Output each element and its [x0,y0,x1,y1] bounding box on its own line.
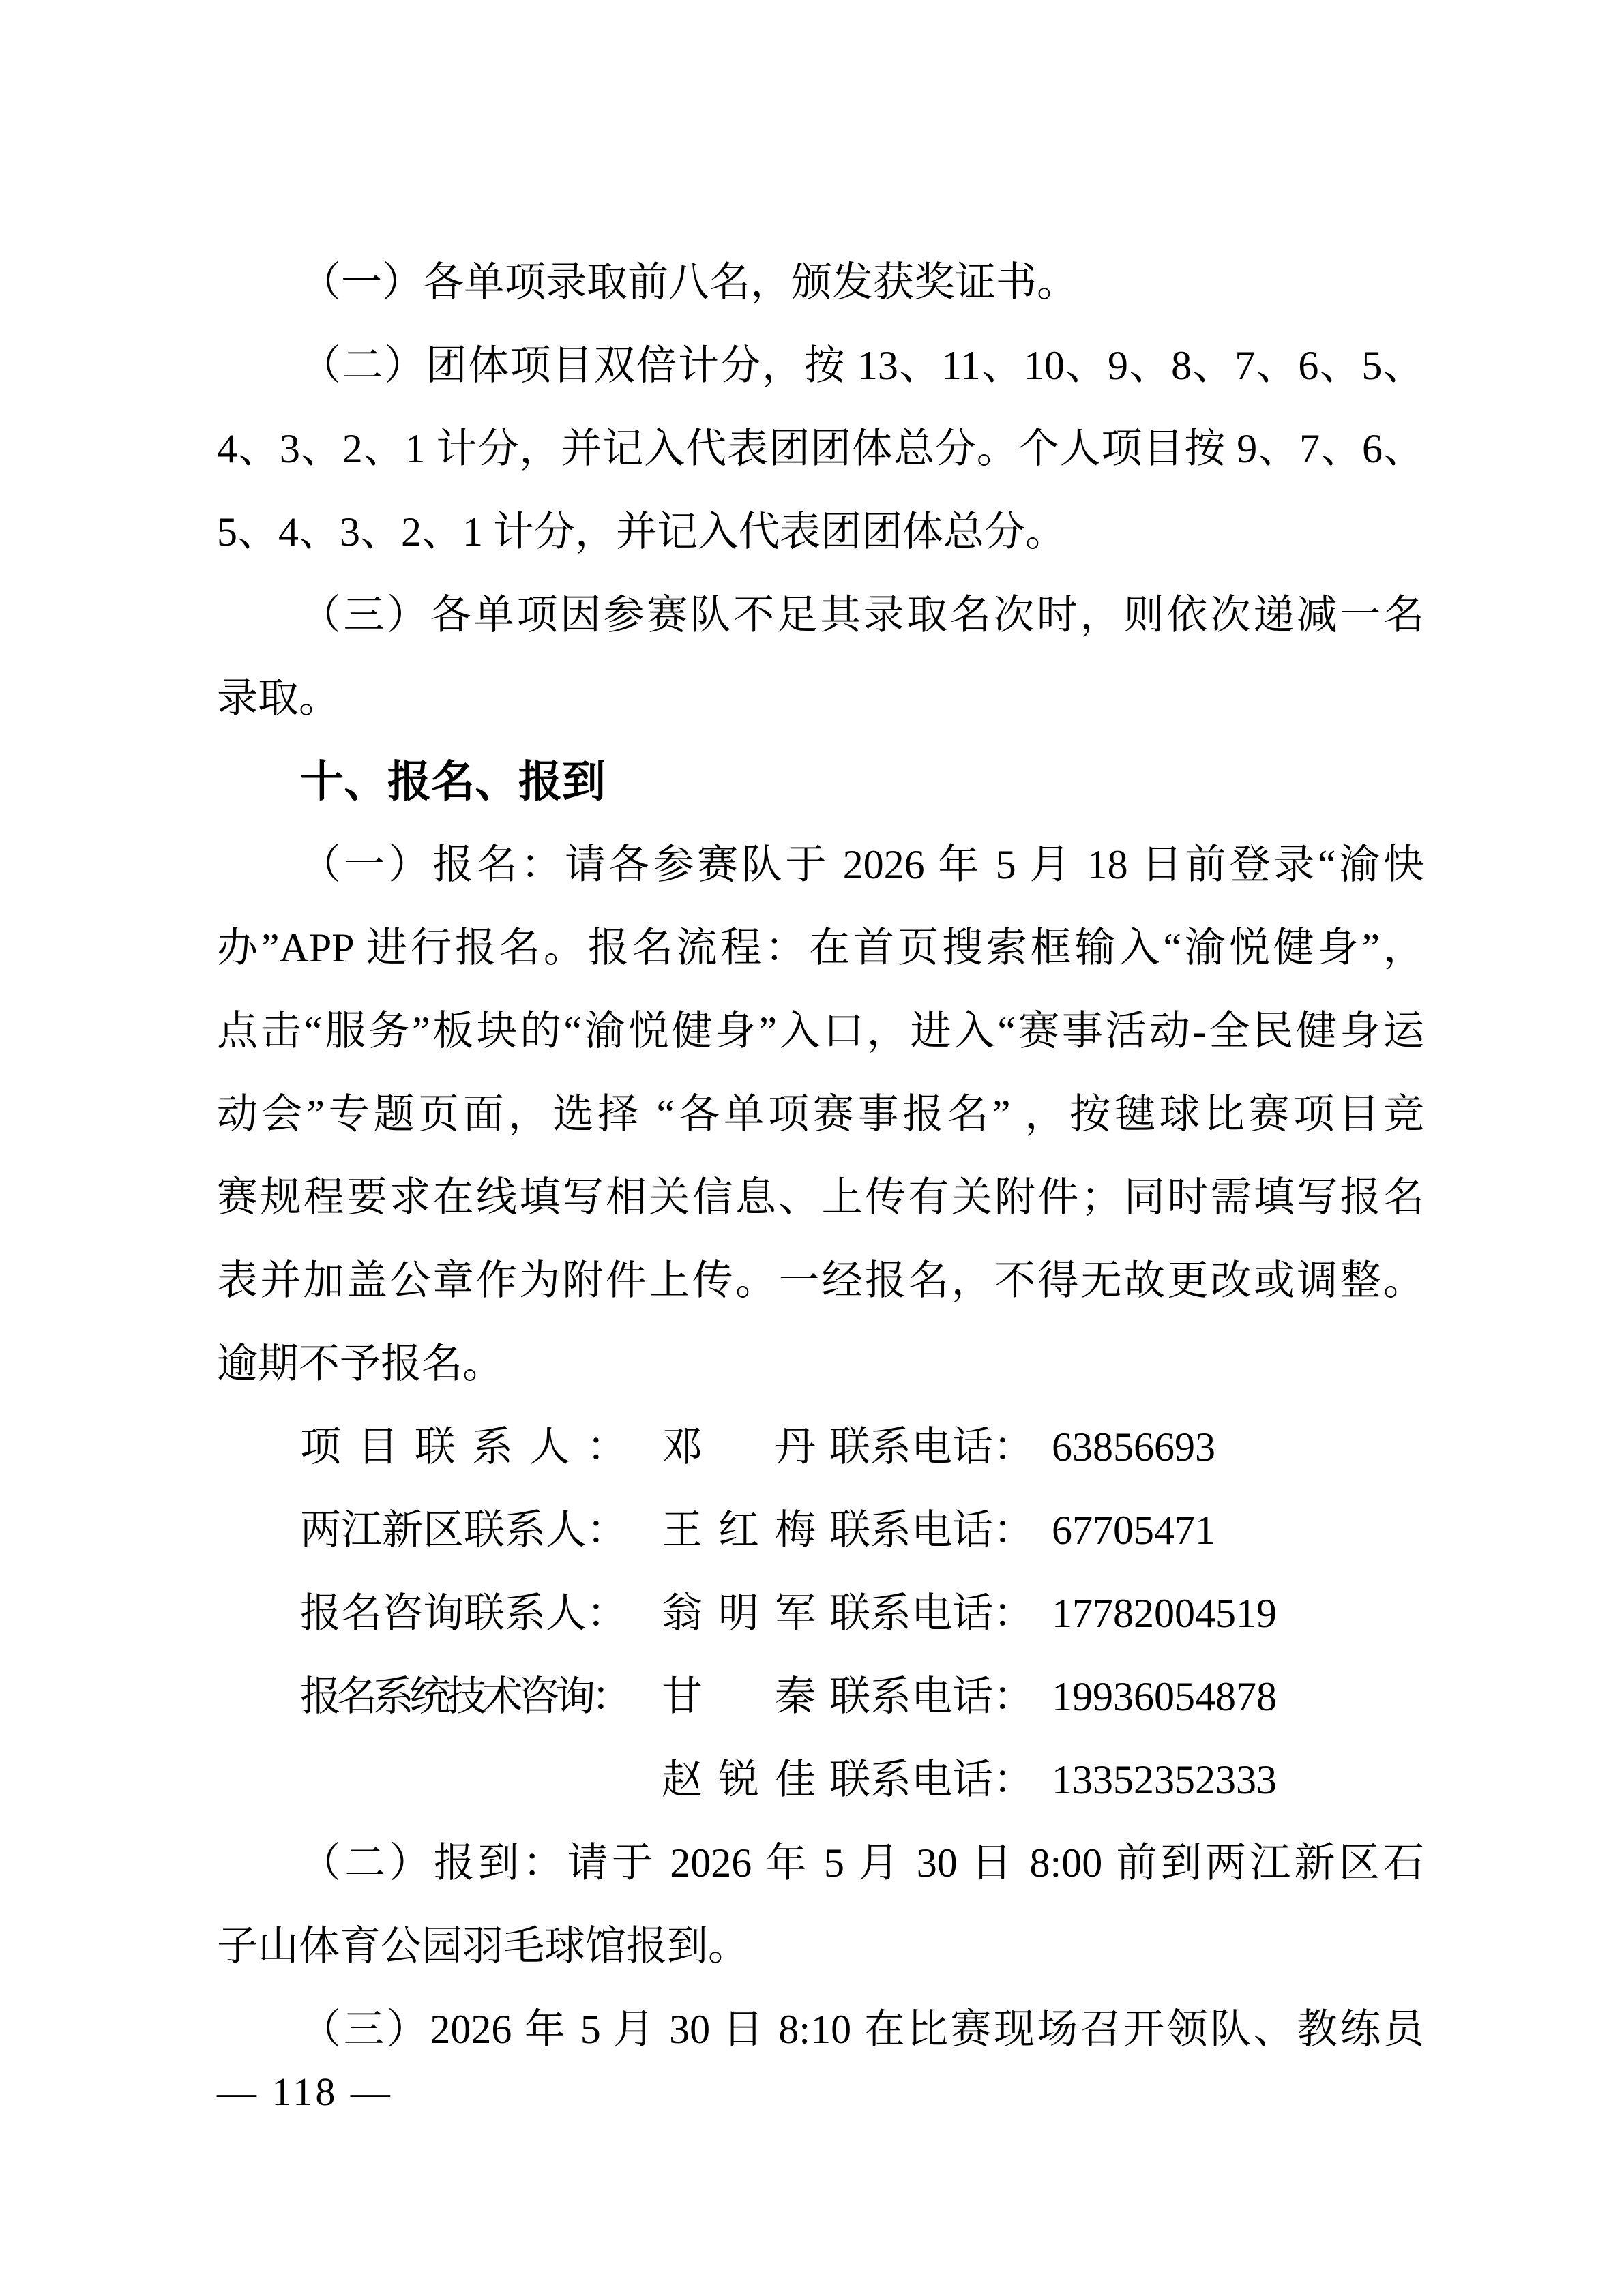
contact-name: 甘秦 [662,1674,816,1719]
contact-row [217,1572,1424,1655]
section-heading: 十、报名、报到 [300,757,606,806]
paragraph-line: （三）各单项因参赛队不足其录取名次时，则依次递减一名 [300,593,1424,638]
contact-phone-number: 19936054878 [1052,1674,1277,1719]
paragraph-line: 赛规程要求在线填写相关信息、上传有关附件；同时需填写报名 [217,1175,1424,1220]
contact-phone-number: 67705471 [1052,1508,1215,1553]
page-number-footer: — 118 — [217,2070,393,2114]
paragraph-line: 子山体育公园羽毛球馆报到。 [217,1924,749,1969]
contact-phone-label: 联系电话： [829,1425,1034,1470]
contact-label: 项目联系人： [300,1425,628,1470]
contact-name: 王红梅 [662,1508,816,1553]
contact-label: 报名咨询联系人： [300,1591,628,1636]
contact-phone-number: 17782004519 [1052,1591,1277,1636]
contact-name: 邓丹 [662,1425,816,1470]
paragraph-line: 5、4、3、2、1 计分，并记入代表团团体总分。 [217,509,1066,554]
paragraph-line: （一）各单项录取前八名，颁发获奖证书。 [300,260,1078,305]
contact-phone-number: 13352352333 [1052,1757,1277,1802]
paragraph-line: 点击“服务”板块的“渝悦健身”入口，进入“赛事活动-全民健身运 [217,1009,1424,1054]
paragraph-line: （三）2026 年 5 月 30 日 8:10 在比赛现场召开领队、教练员 [300,2007,1424,2052]
paragraph-line: （二）团体项目双倍计分，按 13、11、10、9、8、7、6、5、 [300,343,1424,388]
contact-phone-label: 联系电话： [829,1674,1034,1719]
contact-label: 两江新区联系人： [300,1508,628,1553]
contact-row [217,1489,1424,1572]
paragraph-line: 办”APP 进行报名。报名流程：在首页搜索框输入“渝悦健身”， [217,925,1424,970]
paragraph-line: 逾期不予报名。 [217,1341,503,1386]
paragraph-line: 表并加盖公章作为附件上传。一经报名，不得无故更改或调整。 [217,1258,1424,1303]
contact-row [217,1738,1424,1821]
paragraph-line: 录取。 [217,676,340,721]
contact-row [217,1405,1424,1489]
contact-phone-label: 联系电话： [829,1591,1034,1636]
paragraph-line: 动会”专题页面，选择 “各单项赛事报名” ，按毽球比赛项目竞 [217,1092,1424,1137]
contact-label: 报名系统技术咨询： [300,1674,628,1719]
contact-phone-number: 63856693 [1052,1425,1215,1470]
contact-phone-label: 联系电话： [829,1508,1034,1553]
paragraph-line: （二）报到：请于 2026 年 5 月 30 日 8:00 前到两江新区石 [300,1840,1424,1885]
contact-row [217,1655,1424,1738]
document-body [217,241,1424,2071]
paragraph-line: 4、3、2、1 计分，并记入代表团团体总分。个人项目按 9、7、6、 [217,426,1424,471]
contact-phone-label: 联系电话： [829,1757,1034,1802]
contact-name: 翁明军 [662,1591,816,1636]
paragraph-line: （一）报名：请各参赛队于 2026 年 5 月 18 日前登录“渝快 [300,842,1424,887]
contact-name: 赵锐佳 [662,1757,816,1802]
